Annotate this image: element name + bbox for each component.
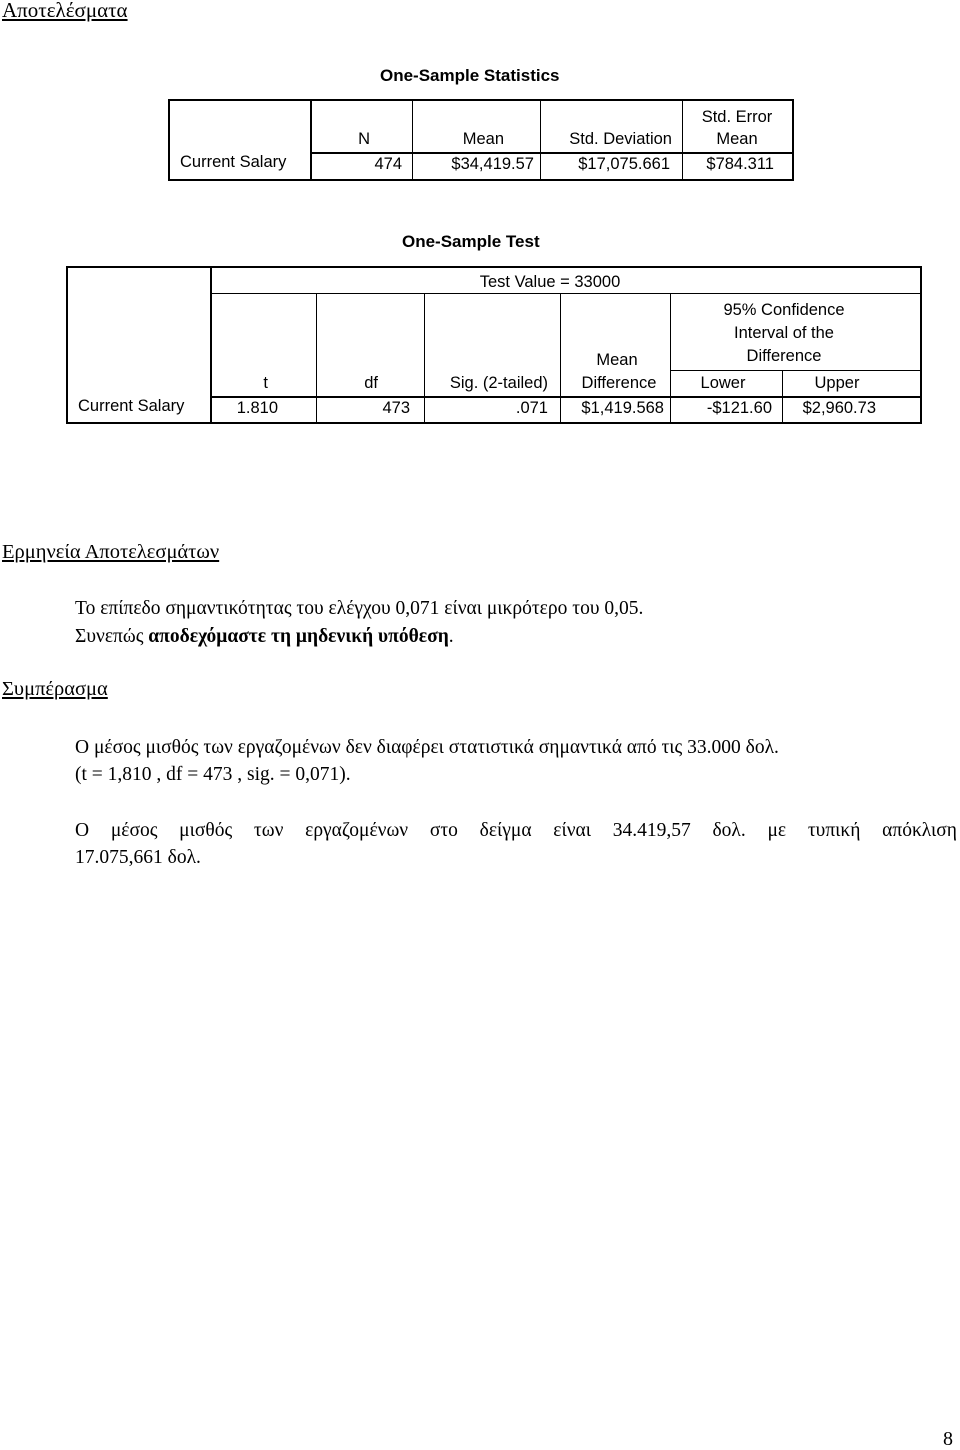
test-row-label: Current Salary [78,397,185,415]
ci-header-3: Difference [746,347,822,365]
interpretation-line-2-prefix: Συνεπώς [75,626,149,647]
test-header-df: df [364,374,378,392]
mean-diff-header-1: Mean [596,351,638,369]
section-title: Αποτελέσματα [2,0,128,22]
stats-row-label: Current Salary [180,153,287,171]
word: δείγμα [479,820,532,841]
stats-header-std-err-2: Mean [716,130,758,148]
ci-header-1: 95% Confidence [723,301,845,319]
conclusion-p1-line-1: Ο μέσος μισθός των εργαζομένων δεν διαφέρει στατιστικά σημαντικά από τις 33.000 δολ. [75,737,779,758]
stats-header-std-err-1: Std. Error [701,108,773,126]
word: μισθός [179,820,233,841]
test-cell-df: 473 [382,399,410,417]
test-table-title: One-Sample Test [402,232,540,251]
interpretation-line-1: Το επίπεδο σημαντικότητας του ελέγχου 0,071 είναι μικρότερο του 0,05. [75,598,644,619]
word: 34.419,57 [612,820,691,841]
word: εργαζομένων [305,820,409,841]
conclusion-p1-line-2: (t = 1,810 , df = 473 , sig. = 0,071). [75,764,351,785]
word: στο [429,820,458,841]
word: δολ. [712,820,746,841]
test-header-t: t [263,374,268,392]
test-header-sig: Sig. (2-tailed) [449,374,548,392]
test-header-lower: Lower [700,374,746,392]
test-cell-upper: $2,960.73 [802,399,876,417]
ci-header-2: Interval of the [734,324,834,342]
stats-header-n: N [358,130,370,148]
test-cell-lower: -$121.60 [706,399,772,417]
stats-cell-n: 474 [374,155,402,173]
word: τυπική [807,820,861,841]
interpretation-line-2-suffix: . [448,626,454,647]
stats-cell-mean: $34,419.57 [451,155,534,173]
test-cell-sig: .071 [515,399,548,417]
page-number: 8 [943,1428,953,1450]
stats-header-mean: Mean [462,130,504,148]
interpretation-null-hypothesis: αποδεχόμαστε τη μηδενική υπόθεση [148,626,449,647]
stats-table-title: One-Sample Statistics [380,66,560,85]
test-cell-t: 1.810 [236,399,278,417]
word: είναι [553,820,592,841]
stats-cell-std-dev: $17,075.661 [578,155,670,173]
word: μέσος [110,820,158,841]
test-cell-mean-diff: $1,419.568 [581,399,664,417]
word: απόκλιση [882,820,957,841]
conclusion-p2-line-2: 17.075,661 δολ. [75,847,201,868]
interpretation-heading: Ερμηνεία Αποτελεσμάτων [2,541,220,563]
conclusion-heading: Συμπέρασμα [2,678,108,700]
interpretation-line-2 [75,624,454,650]
word: με [767,820,787,841]
word: Ο [75,820,90,841]
test-header-upper: Upper [814,374,860,392]
test-value-label: Test Value = 33000 [479,273,621,291]
mean-diff-header-2: Difference [581,374,657,392]
conclusion-p2-line-1 [75,818,957,844]
stats-cell-std-err: $784.311 [706,155,774,173]
word: των [253,820,284,841]
stats-header-std-dev: Std. Deviation [569,130,672,148]
